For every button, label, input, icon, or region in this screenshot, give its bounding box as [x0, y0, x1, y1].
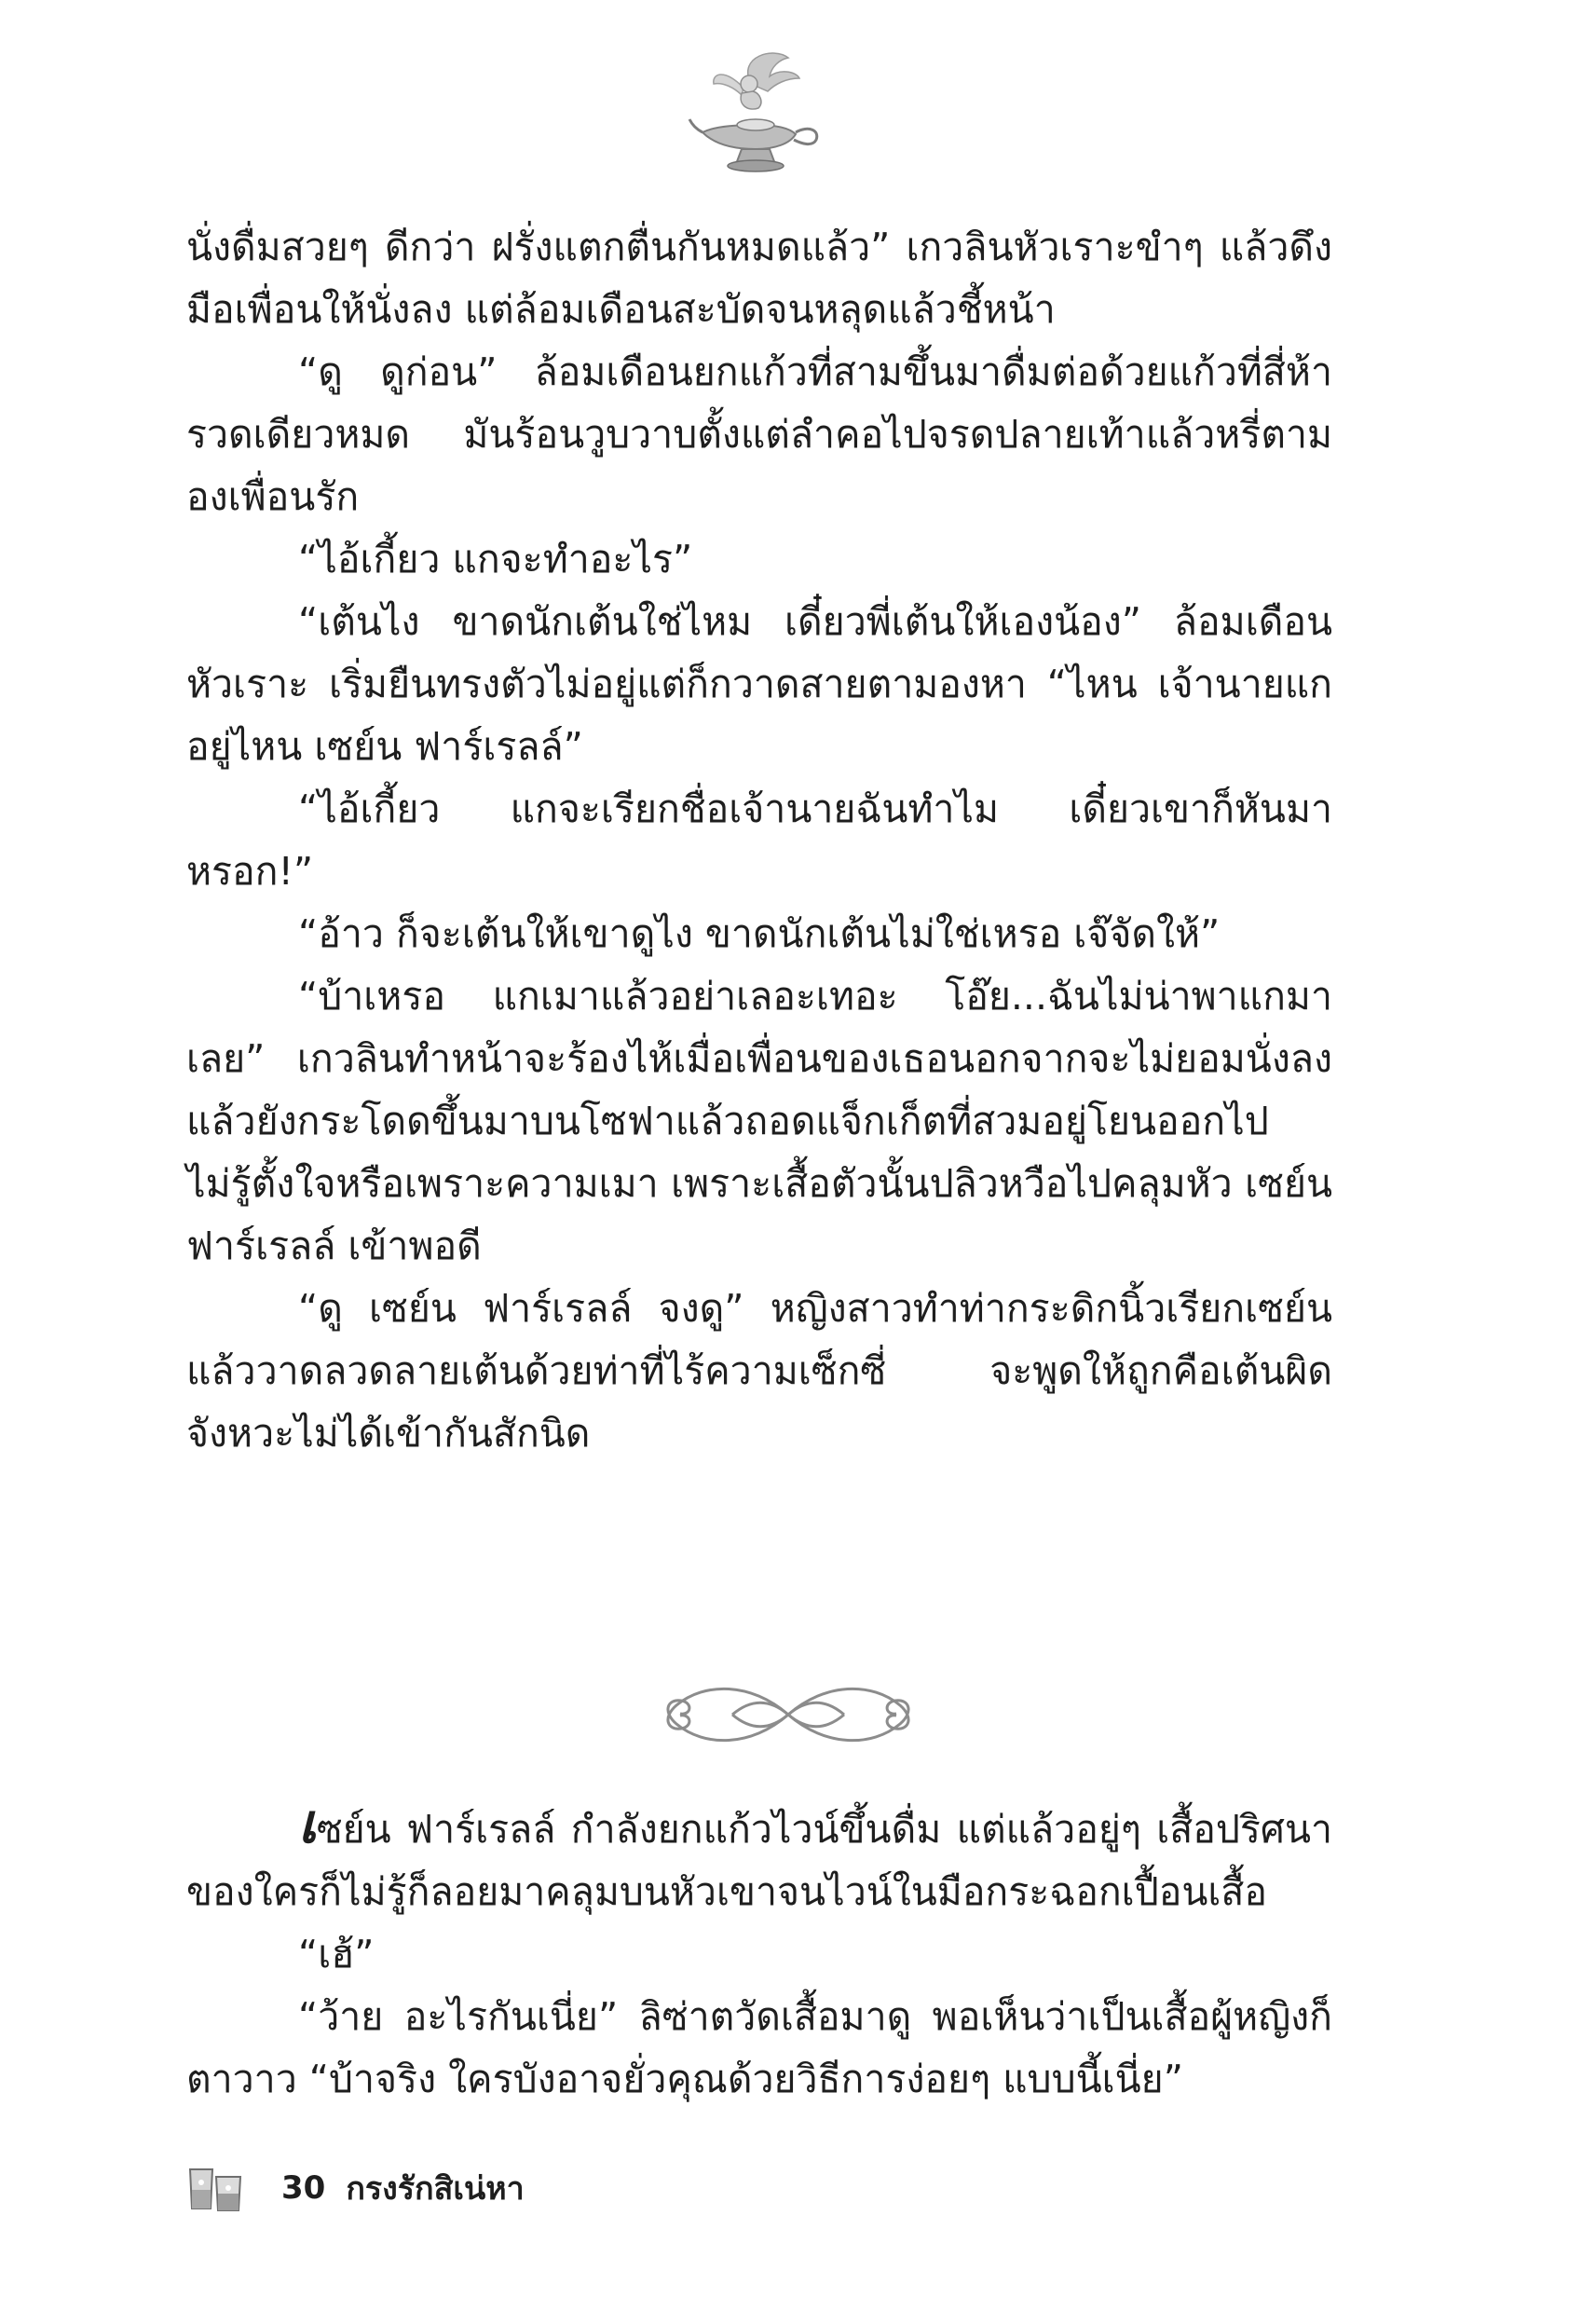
section-two-text [186, 1792, 1332, 2111]
paragraph: นั่งดื่มสวยๆ ดีกว่า ฝรั่งแตกตื่นกันหมดแล้ว” เกวลินหัวเราะขำๆ แล้วดึงมือเพื่อนให้นั่งลง แต่ล้อมเดือนสะบัดจนหลุดแล้วชี้หน้า [186, 225, 1332, 332]
paragraph: “ดู ดูก่อน” ล้อมเดือนยกแก้วที่สามขึ้นมาดื่มต่อด้วยแก้วที่สี่ห้ารวดเดียวหมด มันร้อนวูบวาบตั้งแต่ลำคอไปจรดปลายเท้าแล้วหรี่ตามองเพื่อนรัก [186, 349, 1332, 519]
angel-teapot-ornament-icon [686, 47, 825, 182]
paragraph: “ไอ้เกี้ยว แกจะเรียกชื่อเจ้านายฉันทำไม เดี๋ยวเขาก็หันมาหรอก!” [186, 786, 1332, 894]
paragraph: “ไอ้เกี้ยว แกจะทำอะไร” [298, 537, 693, 581]
paragraph: “เฮ้” [298, 1932, 375, 1976]
scroll-divider-ornament-icon [630, 1673, 947, 1757]
paragraph: “อ้าว ก็จะเต้นให้เขาดูไง ขาดนักเต้นไม่ใช่เหรอ เจ๊จัดให้” [298, 911, 1221, 956]
glasses-ornament-icon [184, 2162, 246, 2214]
book-title: กรงรักสิเน่หา [346, 2170, 525, 2208]
paragraph: “ดู เซย์น ฟาร์เรลล์ จงดู” หญิงสาวทำท่ากระดิกนิ้วเรียกเซย์นแล้ววาดลวดลายเต้นด้วยท่าที่ไร้ความเซ็กซี่ จะพูดให้ถูกคือเต้นผิดจังหวะไม่ได้เข้ากันสักนิด [186, 1286, 1332, 1456]
drop-cap: เ [298, 1792, 317, 1855]
main-text [186, 216, 1332, 1465]
page-number: 30 [281, 2169, 326, 2207]
paragraph: “เต้นไง ขาดนักเต้นใช่ไหม เดี๋ยวพี่เต้นให้เองน้อง” ล้อมเดือนหัวเราะ เริ่มยืนทรงตัวไม่อยู่แต่ก็กวาดสายตามองหา “ไหน เจ้านายแกอยู่ไหน เซย์น ฟาร์เรลล์” [186, 599, 1332, 769]
paragraph-text: ซย์น ฟาร์เรลล์ กำลังยกแก้วไวน์ขึ้นดื่ม แต่แล้วอยู่ๆ เสื้อปริศนาของใครก็ไม่รู้ก็ลอยมาคลุมบนหัวเขาจนไวน์ในมือกระฉอกเปื้อนเสื้อ [186, 1807, 1332, 1914]
page-footer [184, 2160, 525, 2216]
paragraph: “ว้าย อะไรกันเนี่ย” ลิซ่าตวัดเสื้อมาดู พอเห็นว่าเป็นเสื้อผู้หญิงก็ตาวาว “บ้าจริง ใครบังอาจยั่วคุณด้วยวิธีการง่อยๆ แบบนี้เนี่ย” [186, 1994, 1332, 2101]
paragraph: “บ้าเหรอ แกเมาแล้วอย่าเลอะเทอะ โอ๊ย...ฉันไม่น่าพาแกมาเลย” เกวลินทำหน้าจะร้องไห้เมื่อเพื่อนของเธอนอกจากจะไม่ยอมนั่งลงแล้วยังกระโดดขึ้นมาบนโซฟาแล้วถอดแจ็กเก็ตที่สวมอยู่โยนออกไป ไม่รู้ตั้งใจหรือเพราะความเมา เพราะเสื้อตัวนั้นปลิวหวือไปคลุมหัว เซย์น ฟาร์เรลล์ เข้าพอดี [186, 974, 1332, 1268]
paragraph [186, 1792, 1332, 1923]
